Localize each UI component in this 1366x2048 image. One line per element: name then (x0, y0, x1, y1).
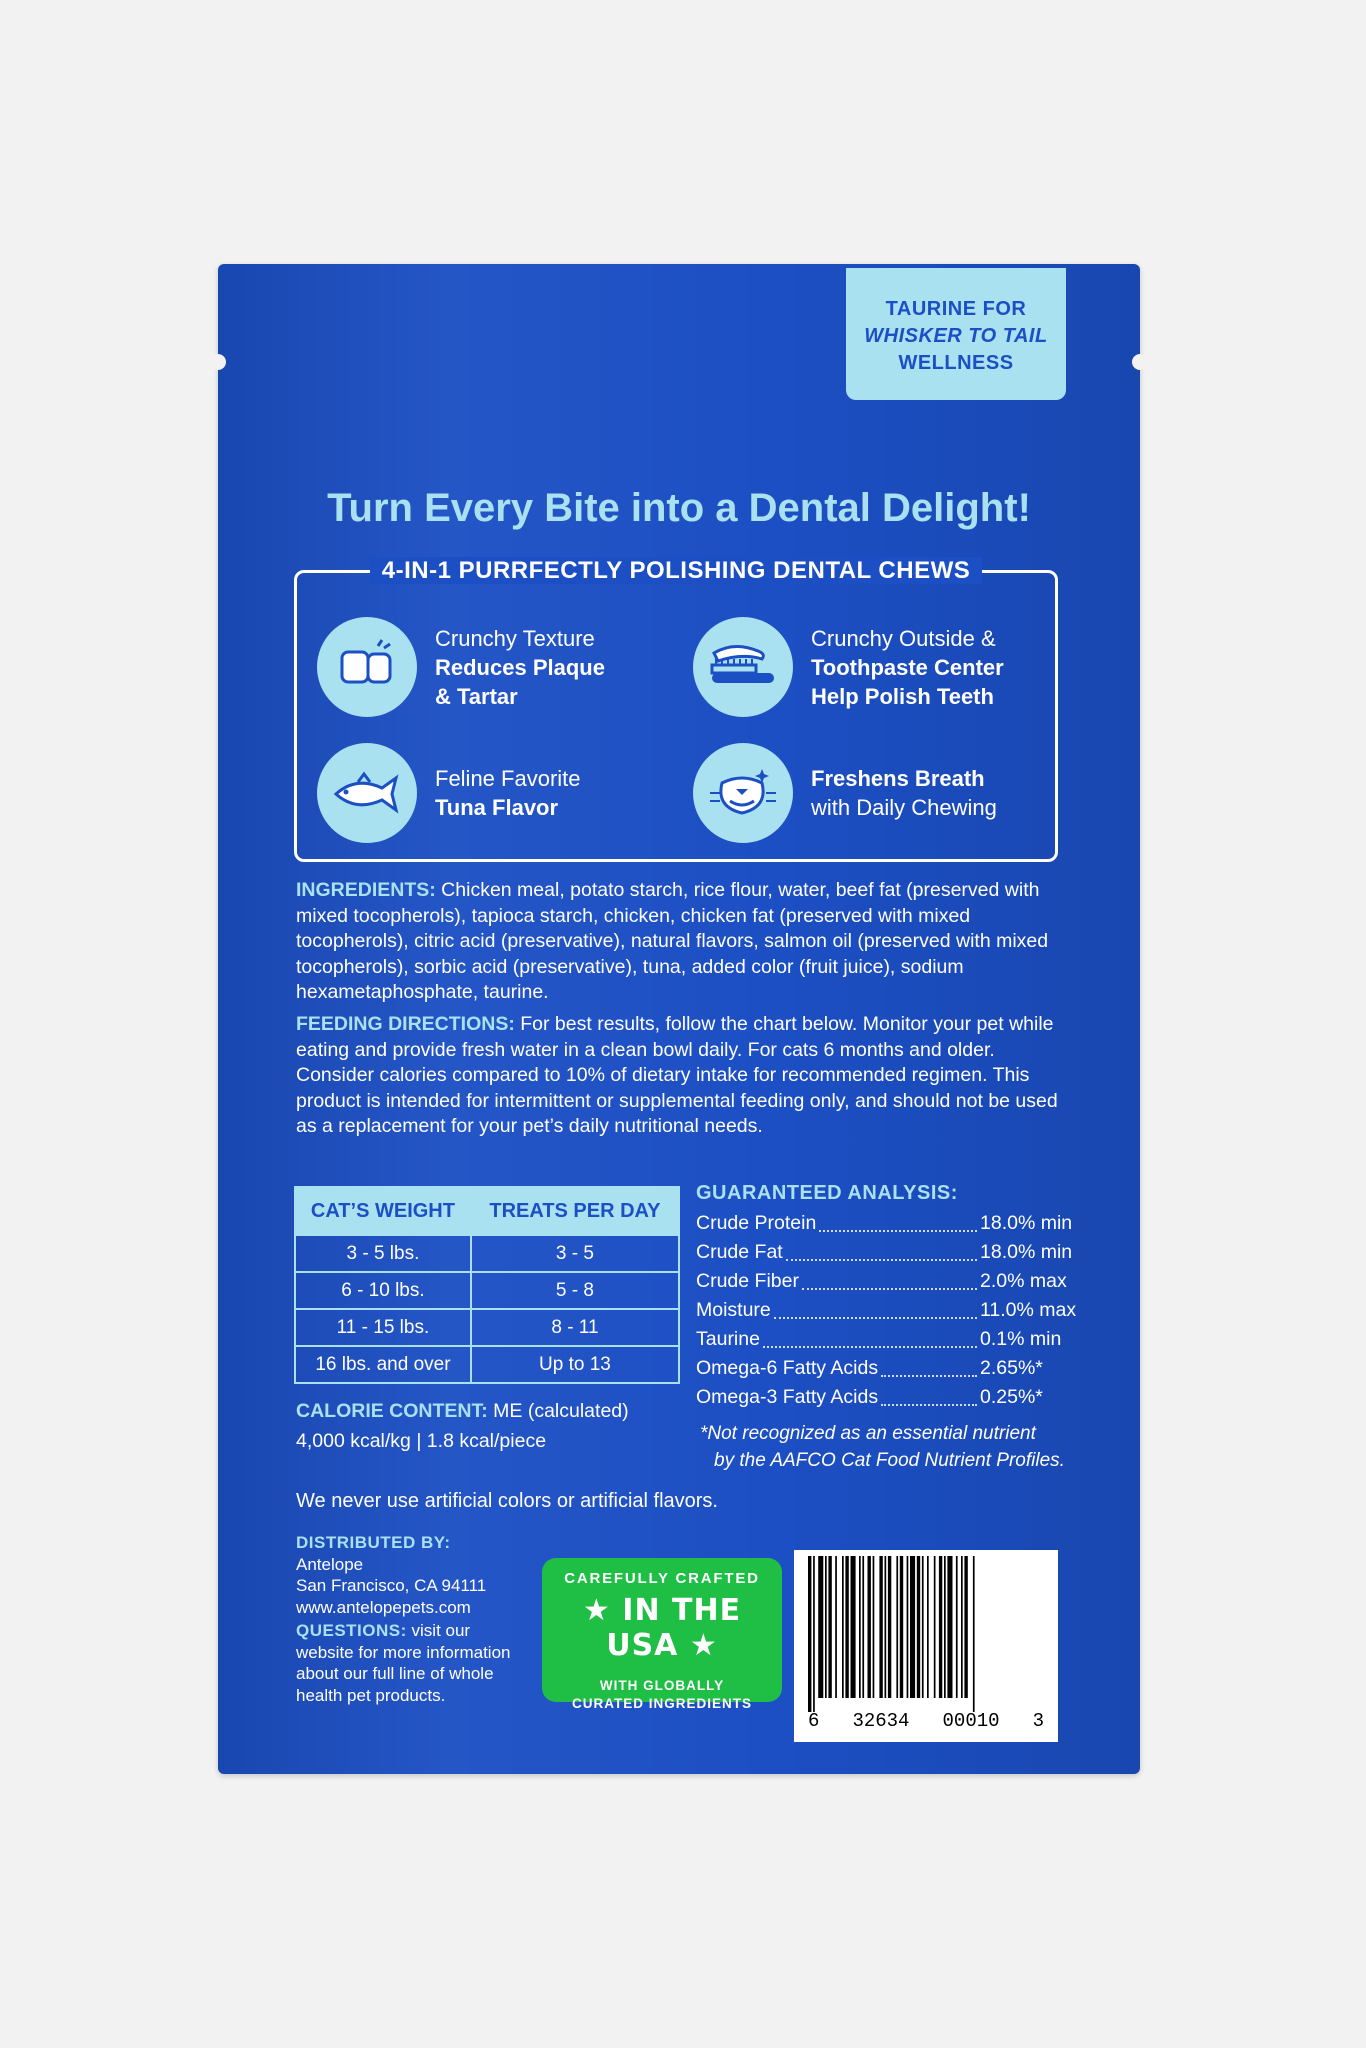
barcode-bar (934, 1556, 936, 1698)
tuna-icon (317, 743, 417, 843)
barcode-bars (794, 1556, 1058, 1716)
feature-polish-l3: Help Polish Teeth (811, 683, 994, 709)
feature-polish-l1: Crunchy Outside & (811, 625, 996, 651)
feature-breath-l1: Freshens Breath (811, 766, 985, 791)
cat-mouth-icon (693, 743, 793, 843)
made-in-usa-badge (542, 1558, 782, 1711)
barcode-digits-right: 00010 (942, 1710, 1000, 1732)
analysis-name: Crude Fiber (696, 1270, 799, 1292)
barcode-bar (900, 1556, 903, 1698)
calorie-method: ME (calculated) (487, 1400, 629, 1422)
analysis-row (696, 1209, 1076, 1238)
barcode-bar (825, 1556, 827, 1698)
barcode-bar (818, 1556, 823, 1698)
feature-plaque-l1: Crunchy Texture (435, 625, 595, 651)
badge-main-text: IN THE USA (606, 1593, 742, 1663)
barcode-bar (961, 1556, 963, 1698)
analysis-name: Omega-6 Fatty Acids (696, 1357, 879, 1379)
barcode-bar (835, 1556, 837, 1698)
no-artificial-note: We never use artificial colors or artificial flavors. (296, 1490, 718, 1512)
barcode-bar (851, 1556, 856, 1698)
analysis-title: GUARANTEED ANALYSIS: (696, 1182, 958, 1204)
barcode-bar (808, 1556, 811, 1712)
feeding-table (294, 1186, 680, 1384)
barcode-bar (927, 1556, 929, 1698)
barcode-bar (868, 1556, 871, 1698)
barcode-bar (973, 1556, 975, 1712)
analysis-value: 11.0% max (980, 1299, 1077, 1321)
taurine-tag (846, 268, 1066, 400)
analysis-value: 0.1% min (980, 1328, 1062, 1350)
cell-treats: 3 - 5 (471, 1235, 679, 1272)
headline: Turn Every Bite into a Dental Delight! (327, 486, 1031, 530)
feeding-text: For best results, follow the chart below. Monitor your pet while eating and provide fresh water in a clean bowl daily. For cats 6 months and older. Consider calories compared to 10% of dietary intake for recommended regimen. This product is intended for intermittent or supplemental feeding only, and should not be used as a replacement for your pet’s daily nutritional needs. (296, 1013, 1058, 1137)
distributor-info (296, 1532, 524, 1706)
feature-polish-l2: Toothpaste Center (811, 654, 1004, 680)
barcode-bar (956, 1556, 958, 1698)
upc-barcode (794, 1550, 1058, 1742)
feature-plaque-l2: Reduces Plaque (435, 654, 605, 680)
table-row (295, 1235, 679, 1272)
feature-tuna-l1: Feline Favorite (435, 766, 581, 791)
feature-tuna-l2: Tuna Flavor (435, 795, 559, 820)
features-box (294, 557, 1058, 862)
distributor-city: San Francisco, CA 94111 (296, 1576, 487, 1595)
analysis-value: 18.0% min (980, 1212, 1073, 1234)
barcode-bar (947, 1556, 952, 1698)
footnote-line1: *Not recognized as an essential nutrient (700, 1423, 1036, 1444)
questions-text: visit our website for more information about our full line of whole health pet products. (296, 1621, 511, 1705)
analysis-row (696, 1383, 1076, 1412)
analysis-row (696, 1296, 1076, 1325)
badge-bottom2: CURATED INGREDIENTS (571, 1696, 752, 1711)
barcode-bar (910, 1556, 915, 1698)
distributor-website[interactable]: www.antelopepets.com (296, 1597, 471, 1617)
barcode-bar (888, 1556, 891, 1698)
distributed-label: DISTRIBUTED BY: (296, 1533, 451, 1552)
kibble-icon (317, 617, 417, 717)
analysis-name: Crude Protein (696, 1212, 817, 1234)
feature-plaque-l3: & Tartar (435, 683, 518, 709)
barcode-bar (922, 1556, 924, 1698)
cell-weight: 3 - 5 lbs. (295, 1235, 471, 1272)
barcode-bar (896, 1556, 898, 1698)
barcode-bar (907, 1556, 909, 1698)
analysis-value: 2.65%* (980, 1357, 1043, 1379)
tear-notch-right (1132, 354, 1148, 370)
questions-label: QUESTIONS: (296, 1621, 407, 1640)
cell-treats: 5 - 8 (471, 1272, 679, 1309)
calorie-label: CALORIE CONTENT: (296, 1400, 488, 1422)
tag-line2: WHISKER TO TAIL (864, 325, 1048, 347)
analysis-name: Taurine (696, 1328, 760, 1350)
calorie-value: 4,000 kcal/kg | 1.8 kcal/piece (296, 1430, 547, 1452)
table-row (295, 1309, 679, 1346)
badge-bottom1: WITH GLOBALLY (599, 1678, 725, 1693)
header-weight: CAT’S WEIGHT (295, 1187, 471, 1235)
ingredients (296, 878, 1066, 1006)
analysis-value: 18.0% min (980, 1241, 1073, 1263)
barcode-bar (885, 1556, 887, 1698)
calorie-content (296, 1396, 629, 1456)
barcode-bar (862, 1556, 864, 1698)
barcode-bar (879, 1556, 882, 1698)
feature-tuna (317, 743, 581, 843)
barcode-bar (944, 1556, 946, 1698)
table-row (295, 1272, 679, 1309)
analysis-row (696, 1354, 1076, 1383)
feeding-directions (296, 1012, 1066, 1140)
guaranteed-analysis (696, 1182, 1076, 1412)
barcode-bar (859, 1556, 861, 1698)
product-bag-back (218, 264, 1140, 1774)
tear-notch-left (210, 354, 226, 370)
barcode-digit-first: 6 (808, 1710, 820, 1732)
feature-plaque (317, 617, 605, 717)
header-treats: TREATS PER DAY (471, 1187, 679, 1235)
footnote-line2: by the AAFCO Cat Food Nutrient Profiles. (714, 1450, 1065, 1471)
barcode-digit-last: 3 (1032, 1710, 1044, 1732)
barcode-bar (842, 1556, 844, 1698)
barcode-bar (813, 1556, 815, 1712)
analysis-value: 0.25%* (980, 1386, 1043, 1408)
barcode-digits-left: 32634 (852, 1710, 910, 1732)
analysis-name: Omega-3 Fatty Acids (696, 1386, 879, 1408)
cell-treats: Up to 13 (471, 1346, 679, 1383)
analysis-footnote (688, 1420, 1100, 1474)
ingredients-text: Chicken meal, potato starch, rice flour, water, beef fat (preserved with mixed tocopherols), tapioca starch, chicken, chicken fat (preserved with mixed tocopherols), citric acid (preservative), natural flavors, salmon oil (preserved with mixed tocopherols), sorbic acid (preservative), tuna, added color (fruit juice), sodium hexametaphosphate, taurine. (296, 879, 1049, 1003)
analysis-value: 2.0% max (980, 1270, 1067, 1292)
distributor-name: Antelope (296, 1554, 364, 1574)
analysis-name: Moisture (696, 1299, 771, 1321)
barcode-bar (828, 1556, 831, 1698)
barcode-bar (964, 1556, 967, 1698)
barcode-bar (917, 1556, 920, 1698)
tag-line1: TAURINE FOR (885, 298, 1027, 320)
star-icon: ★ (582, 1593, 611, 1628)
feeding-table-header (295, 1187, 679, 1235)
feature-polish (693, 617, 1004, 717)
analysis-row (696, 1238, 1076, 1267)
cell-weight: 16 lbs. and over (295, 1346, 471, 1383)
badge-main (542, 1593, 782, 1663)
toothbrush-icon (693, 617, 793, 717)
analysis-row (696, 1325, 1076, 1354)
cell-weight: 11 - 15 lbs. (295, 1309, 471, 1346)
cell-treats: 8 - 11 (471, 1309, 679, 1346)
star-icon: ★ (689, 1628, 718, 1663)
ingredients-label: INGREDIENTS: (296, 879, 436, 901)
analysis-name: Crude Fat (696, 1241, 783, 1263)
barcode-bar (939, 1556, 942, 1698)
barcode-bar (845, 1556, 848, 1698)
feeding-label: FEEDING DIRECTIONS: (296, 1013, 515, 1035)
features-title: 4-IN-1 PURRFECTLY POLISHING DENTAL CHEWS (370, 557, 983, 584)
badge-top: CAREFULLY CRAFTED (564, 1570, 760, 1587)
cell-weight: 6 - 10 lbs. (295, 1272, 471, 1309)
barcode-bar (873, 1556, 875, 1698)
feature-breath (693, 743, 997, 843)
table-row (295, 1346, 679, 1383)
tag-line3: WELLNESS (898, 352, 1014, 374)
analysis-row (696, 1267, 1076, 1296)
feature-breath-l2: with Daily Chewing (811, 795, 997, 820)
